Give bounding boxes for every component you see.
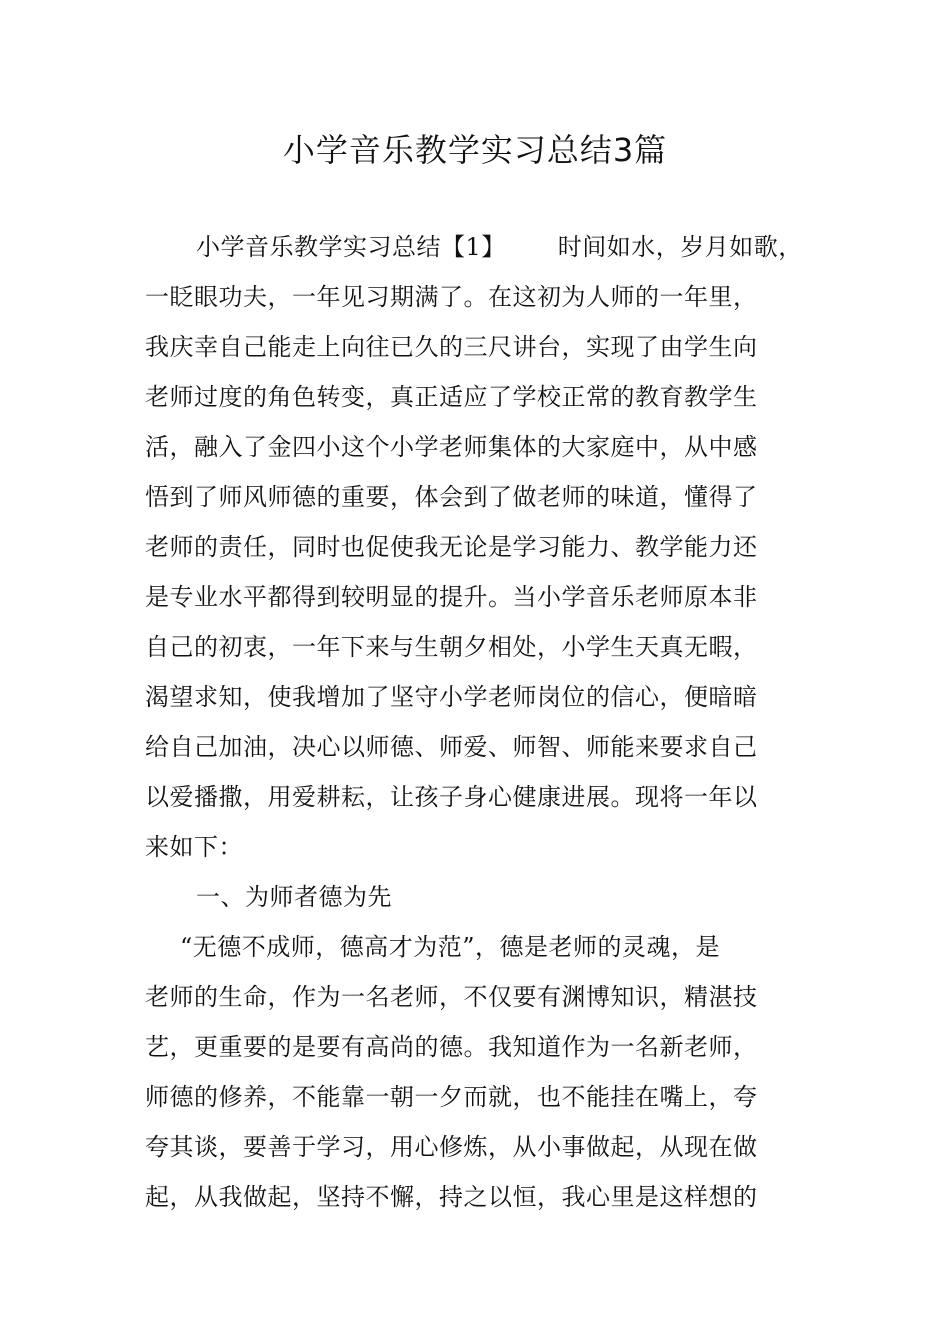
paragraph-line: “无德不成师，德高才为范”，德是老师的灵魂，是: [180, 933, 721, 961]
paragraph-line: 是专业水平都得到较明显的提升。当小学音乐老师原本非: [145, 583, 758, 611]
paragraph-line: 来如下：: [145, 833, 243, 861]
paragraph-line: 老师的生命，作为一名老师，不仅要有渊博知识，精湛技: [145, 983, 758, 1011]
paragraph-line-1: [196, 230, 803, 264]
paragraph-line: 师德的修养，不能靠一朝一夕而就，也不能挂在嘴上，夸: [145, 1083, 758, 1111]
paragraph-line: 老师过度的角色转变，真正适应了学校正常的教育教学生: [145, 383, 758, 411]
section-heading-label: 小学音乐教学实习总结【1】: [196, 233, 506, 261]
paragraph-line: 活，融入了金四小这个小学老师集体的大家庭中，从中感: [145, 433, 758, 461]
paragraph-line: 夸其谈，要善于学习，用心修炼，从小事做起，从现在做: [145, 1133, 758, 1161]
paragraph-line: 起，从我做起，坚持不懈，持之以恒，我心里是这样想的: [145, 1183, 758, 1211]
paragraph-line: 悟到了师风师德的重要，体会到了做老师的味道，懂得了: [145, 483, 758, 511]
paragraph-line: 以爱播撒，用爱耕耘，让孩子身心健康进展。现将一年以: [145, 783, 758, 811]
document-title: 小学音乐教学实习总结3篇: [282, 131, 668, 169]
paragraph-text: 时间如水，岁月如歌，: [557, 233, 803, 261]
paragraph-line: 给自己加油，决心以师德、师爱、师智、师能来要求自己: [145, 733, 758, 761]
paragraph-line: 渴望求知，使我增加了坚守小学老师岗位的信心，便暗暗: [145, 683, 758, 711]
paragraph-line: 我庆幸自己能走上向往已久的三尺讲台，实现了由学生向: [145, 333, 758, 361]
section-heading: 一、为师者德为先: [196, 883, 392, 911]
paragraph-line: 一眨眼功夫，一年见习期满了。在这初为人师的一年里，: [145, 283, 758, 311]
paragraph-line: 艺，更重要的是要有高尚的德。我知道作为一名新老师，: [145, 1033, 758, 1061]
paragraph-line: 老师的责任，同时也促使我无论是学习能力、教学能力还: [145, 533, 758, 561]
paragraph-line: 自己的初衷，一年下来与生朝夕相处，小学生天真无暇，: [145, 633, 758, 661]
